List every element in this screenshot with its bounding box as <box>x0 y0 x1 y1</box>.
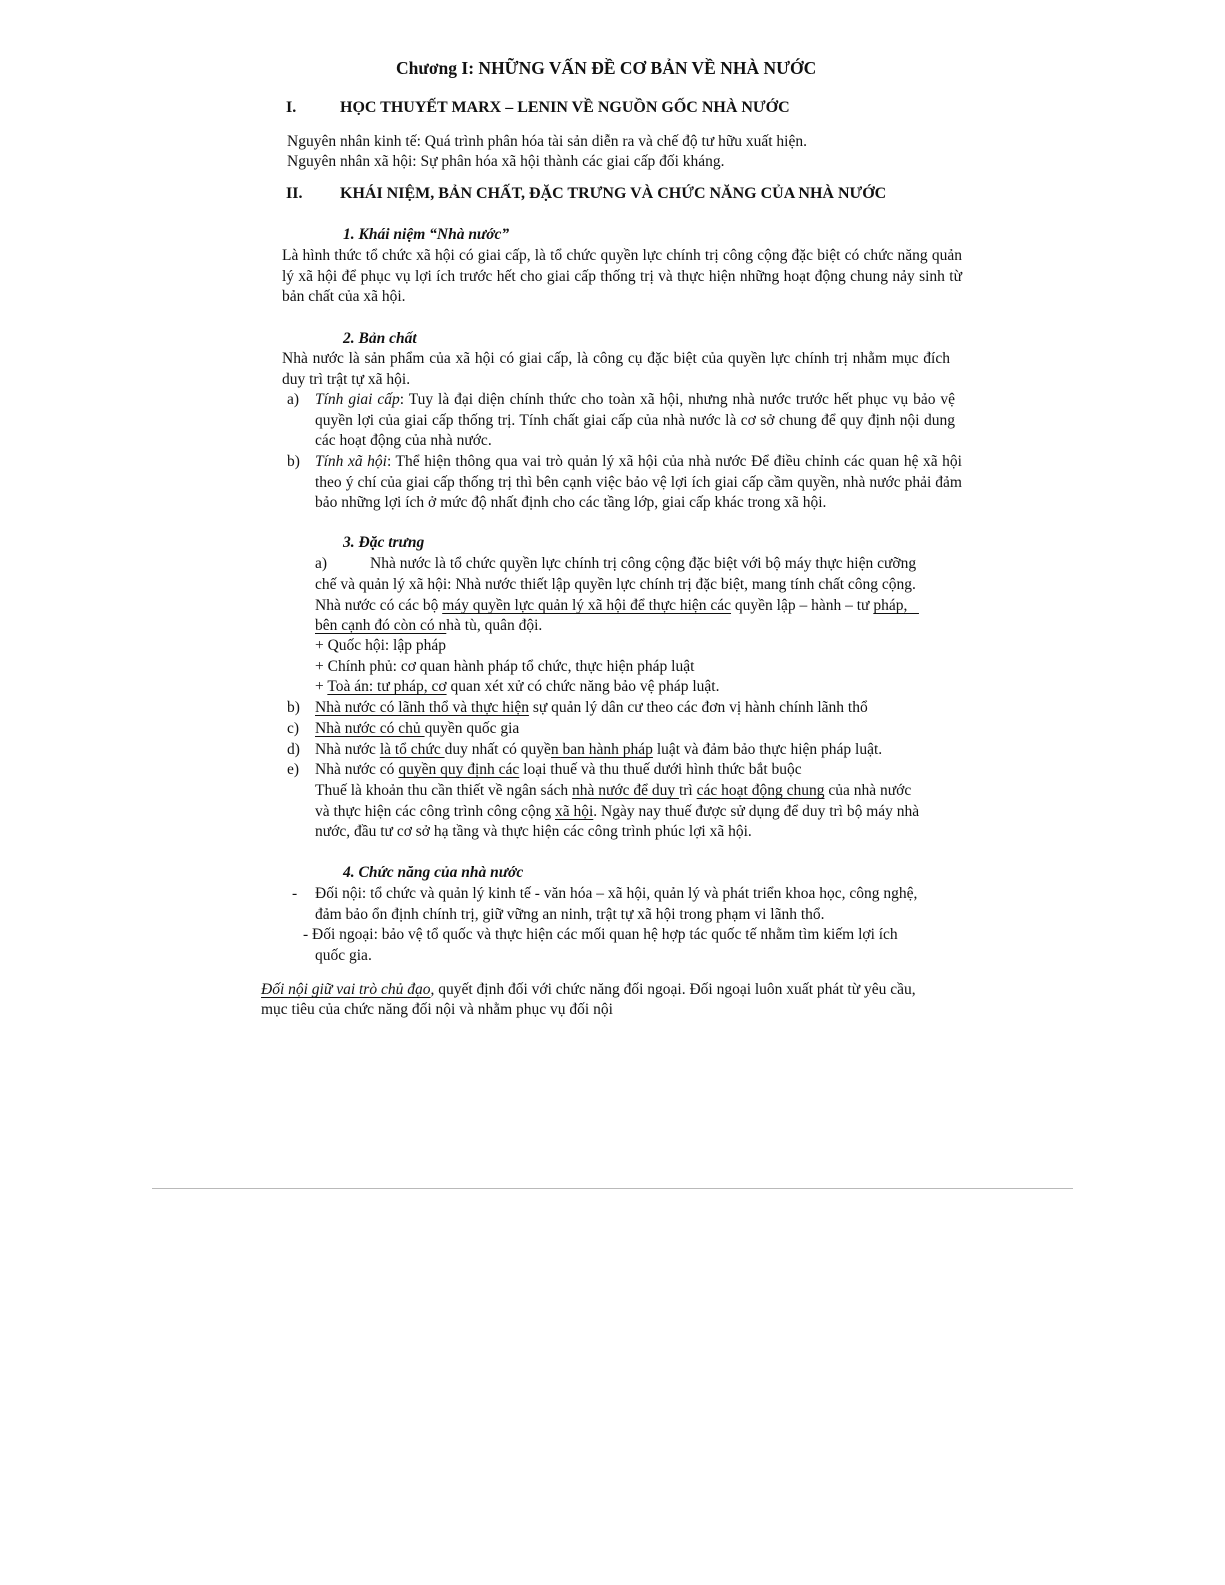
feature-label-c: c) <box>287 720 300 737</box>
feature-a-line-3: Nhà nước có các bộ máy quyền lực quản lý xã hội để thực hiện các quyền lập – hành – tư pháp, <box>315 597 919 614</box>
class-nature-item <box>315 390 955 452</box>
section-1-number: I. <box>286 99 297 116</box>
feature-label-a: a) <box>315 555 328 572</box>
page-title: Chương I: NHỮNG VẤN ĐỀ CƠ BẢN VỀ NHÀ NƯỚC <box>396 58 817 78</box>
feature-a-line-4: bên cạnh đó còn có nhà tù, quân đội. <box>315 617 543 634</box>
page-divider <box>152 1188 1073 1189</box>
list-label-a: a) <box>287 391 300 408</box>
section-1-heading <box>286 98 986 120</box>
subsection-1-heading: 1. Khái niệm “Nhà nước” <box>343 226 510 243</box>
branch-legislative: + Quốc hội: lập pháp <box>315 637 446 654</box>
section-2-number: II. <box>286 185 303 202</box>
social-nature-text: : Thể hiện thông qua vai trò quản lý xã hội của nhà nước Để điều chỉnh các quan hệ xã hội theo ý chí của giai cấp thống trị thì bên cạnh việc bảo vệ lợi ích giai cấp cầm quyền, nhà nước phải đảm bảo những lợi ích ở mức độ nhất định cho các tầng lớp, giai cấp khác trong xã hội. <box>315 453 962 512</box>
closing-line-1: Đối nội giữ vai trò chủ đạo, quyết định đối với chức năng đối ngoại. Đối ngoại luôn xuất phát từ yêu cầu, <box>261 981 916 998</box>
closing-line-2: mục tiêu của chức năng đối nội và nhằm phục vụ đối nội <box>261 1001 613 1018</box>
section-1-title: HỌC THUYẾT MARX – LENIN VỀ NGUỒN GỐC NHÀ NƯỚC <box>340 99 790 116</box>
feature-label-b: b) <box>287 699 300 716</box>
social-nature-term: Tính xã hội <box>315 453 387 470</box>
feature-label-e: e) <box>287 761 300 778</box>
section-1-line-1: Nguyên nhân kinh tế: Quá trình phân hóa tài sản diễn ra và chế độ tư hữu xuất hiện. <box>287 133 807 150</box>
external-function-line-2: quốc gia. <box>315 947 372 964</box>
social-nature-item <box>315 452 962 514</box>
section-1-line-2: Nguyên nhân xã hội: Sự phân hóa xã hội thành các giai cấp đối kháng. <box>287 153 725 170</box>
subsection-4-heading: 4. Chức năng của nhà nước <box>343 864 524 881</box>
subsection-2-heading: 2. Bản chất <box>343 330 417 347</box>
feature-e-line-3: và thực hiện các công trình công cộng xã hội. Ngày nay thuế được sử dụng để duy trì bộ máy nhà <box>315 803 920 820</box>
feature-a-line-1: Nhà nước là tổ chức quyền lực chính trị công cộng đặc biệt với bộ máy thực hiện cưỡng <box>370 555 917 572</box>
branch-executive: + Chính phủ: cơ quan hành pháp tổ chức, thực hiện pháp luật <box>315 658 695 675</box>
branch-judicial: + Toà án: tư pháp, cơ quan xét xử có chức năng bảo vệ pháp luật. <box>315 678 720 695</box>
feature-e-line-2: Thuế là khoản thu cần thiết về ngân sách nhà nước để duy trì các hoạt động chung của nhà nước <box>315 782 912 799</box>
subsection-1-paragraph: Là hình thức tổ chức xã hội có giai cấp, là tổ chức quyền lực chính trị công cộng đặc biệt có chức năng quản lý xã hội để phục vụ lợi ích trước hết cho giai cấp thống trị và thực hiện những hoạt động chung nảy sinh từ bản chất của xã hội. <box>282 247 962 306</box>
section-2-heading <box>286 184 1006 206</box>
class-nature-term: Tính giai cấp <box>315 391 400 408</box>
list-label-b: b) <box>287 453 300 470</box>
feature-c-text: Nhà nước có chủ quyền quốc gia <box>315 720 520 737</box>
subsection-3-heading: 3. Đặc trưng <box>343 534 425 551</box>
feature-a-line-2: chế và quản lý xã hội: Nhà nước thiết lập quyền lực chính trị đặc biệt, mang tính chất công cộng. <box>315 576 916 593</box>
feature-b-text: Nhà nước có lãnh thổ và thực hiện sự quản lý dân cư theo các đơn vị hành chính lãnh thổ <box>315 699 868 716</box>
section-2-title: KHÁI NIỆM, BẢN CHẤT, ĐẶC TRƯNG VÀ CHỨC NĂNG CỦA NHÀ NƯỚC <box>340 185 887 202</box>
class-nature-text: : Tuy là đại diện chính thức cho toàn xã hội, nhưng nhà nước trước hết phục vụ bảo vệ quyền lợi của giai cấp thống trị. Tính chất giai cấp của nhà nước là cơ sở chung để quy định nội dung các hoạt động của nhà nước. <box>315 391 956 450</box>
external-function-line-1: - Đối ngoại: bảo vệ tổ quốc và thực hiện các mối quan hệ hợp tác quốc tế nhằm tìm kiếm lợi ích <box>303 926 898 943</box>
feature-e-line-4: nước, đầu tư cơ sở hạ tầng và thực hiện các công trình phúc lợi xã hội. <box>315 823 752 840</box>
subsection-2-paragraph: Nhà nước là sản phẩm của xã hội có giai cấp, là công cụ đặc biệt của quyền lực chính trị nhằm mục đích duy trì trật tự xã hội. <box>282 350 950 388</box>
internal-function-line-2: đảm bảo ổn định chính trị, giữ vững an ninh, trật tự xã hội trong phạm vi lãnh thổ. <box>315 906 825 923</box>
closing-emphasis: Đối nội giữ vai trò chủ đạo <box>261 981 431 998</box>
feature-label-d: d) <box>287 741 300 758</box>
feature-d-text: Nhà nước là tổ chức duy nhất có quyền ban hành pháp luật và đảm bảo thực hiện pháp luật. <box>315 741 883 758</box>
internal-function-line-1: Đối nội: tổ chức và quản lý kinh tế - văn hóa – xã hội, quản lý và phát triển khoa học, công nghệ, <box>315 885 918 902</box>
bullet-dash: - <box>292 885 298 902</box>
feature-e-line-1: Nhà nước có quyền quy định các loại thuế và thu thuế dưới hình thức bắt buộc <box>315 761 802 778</box>
